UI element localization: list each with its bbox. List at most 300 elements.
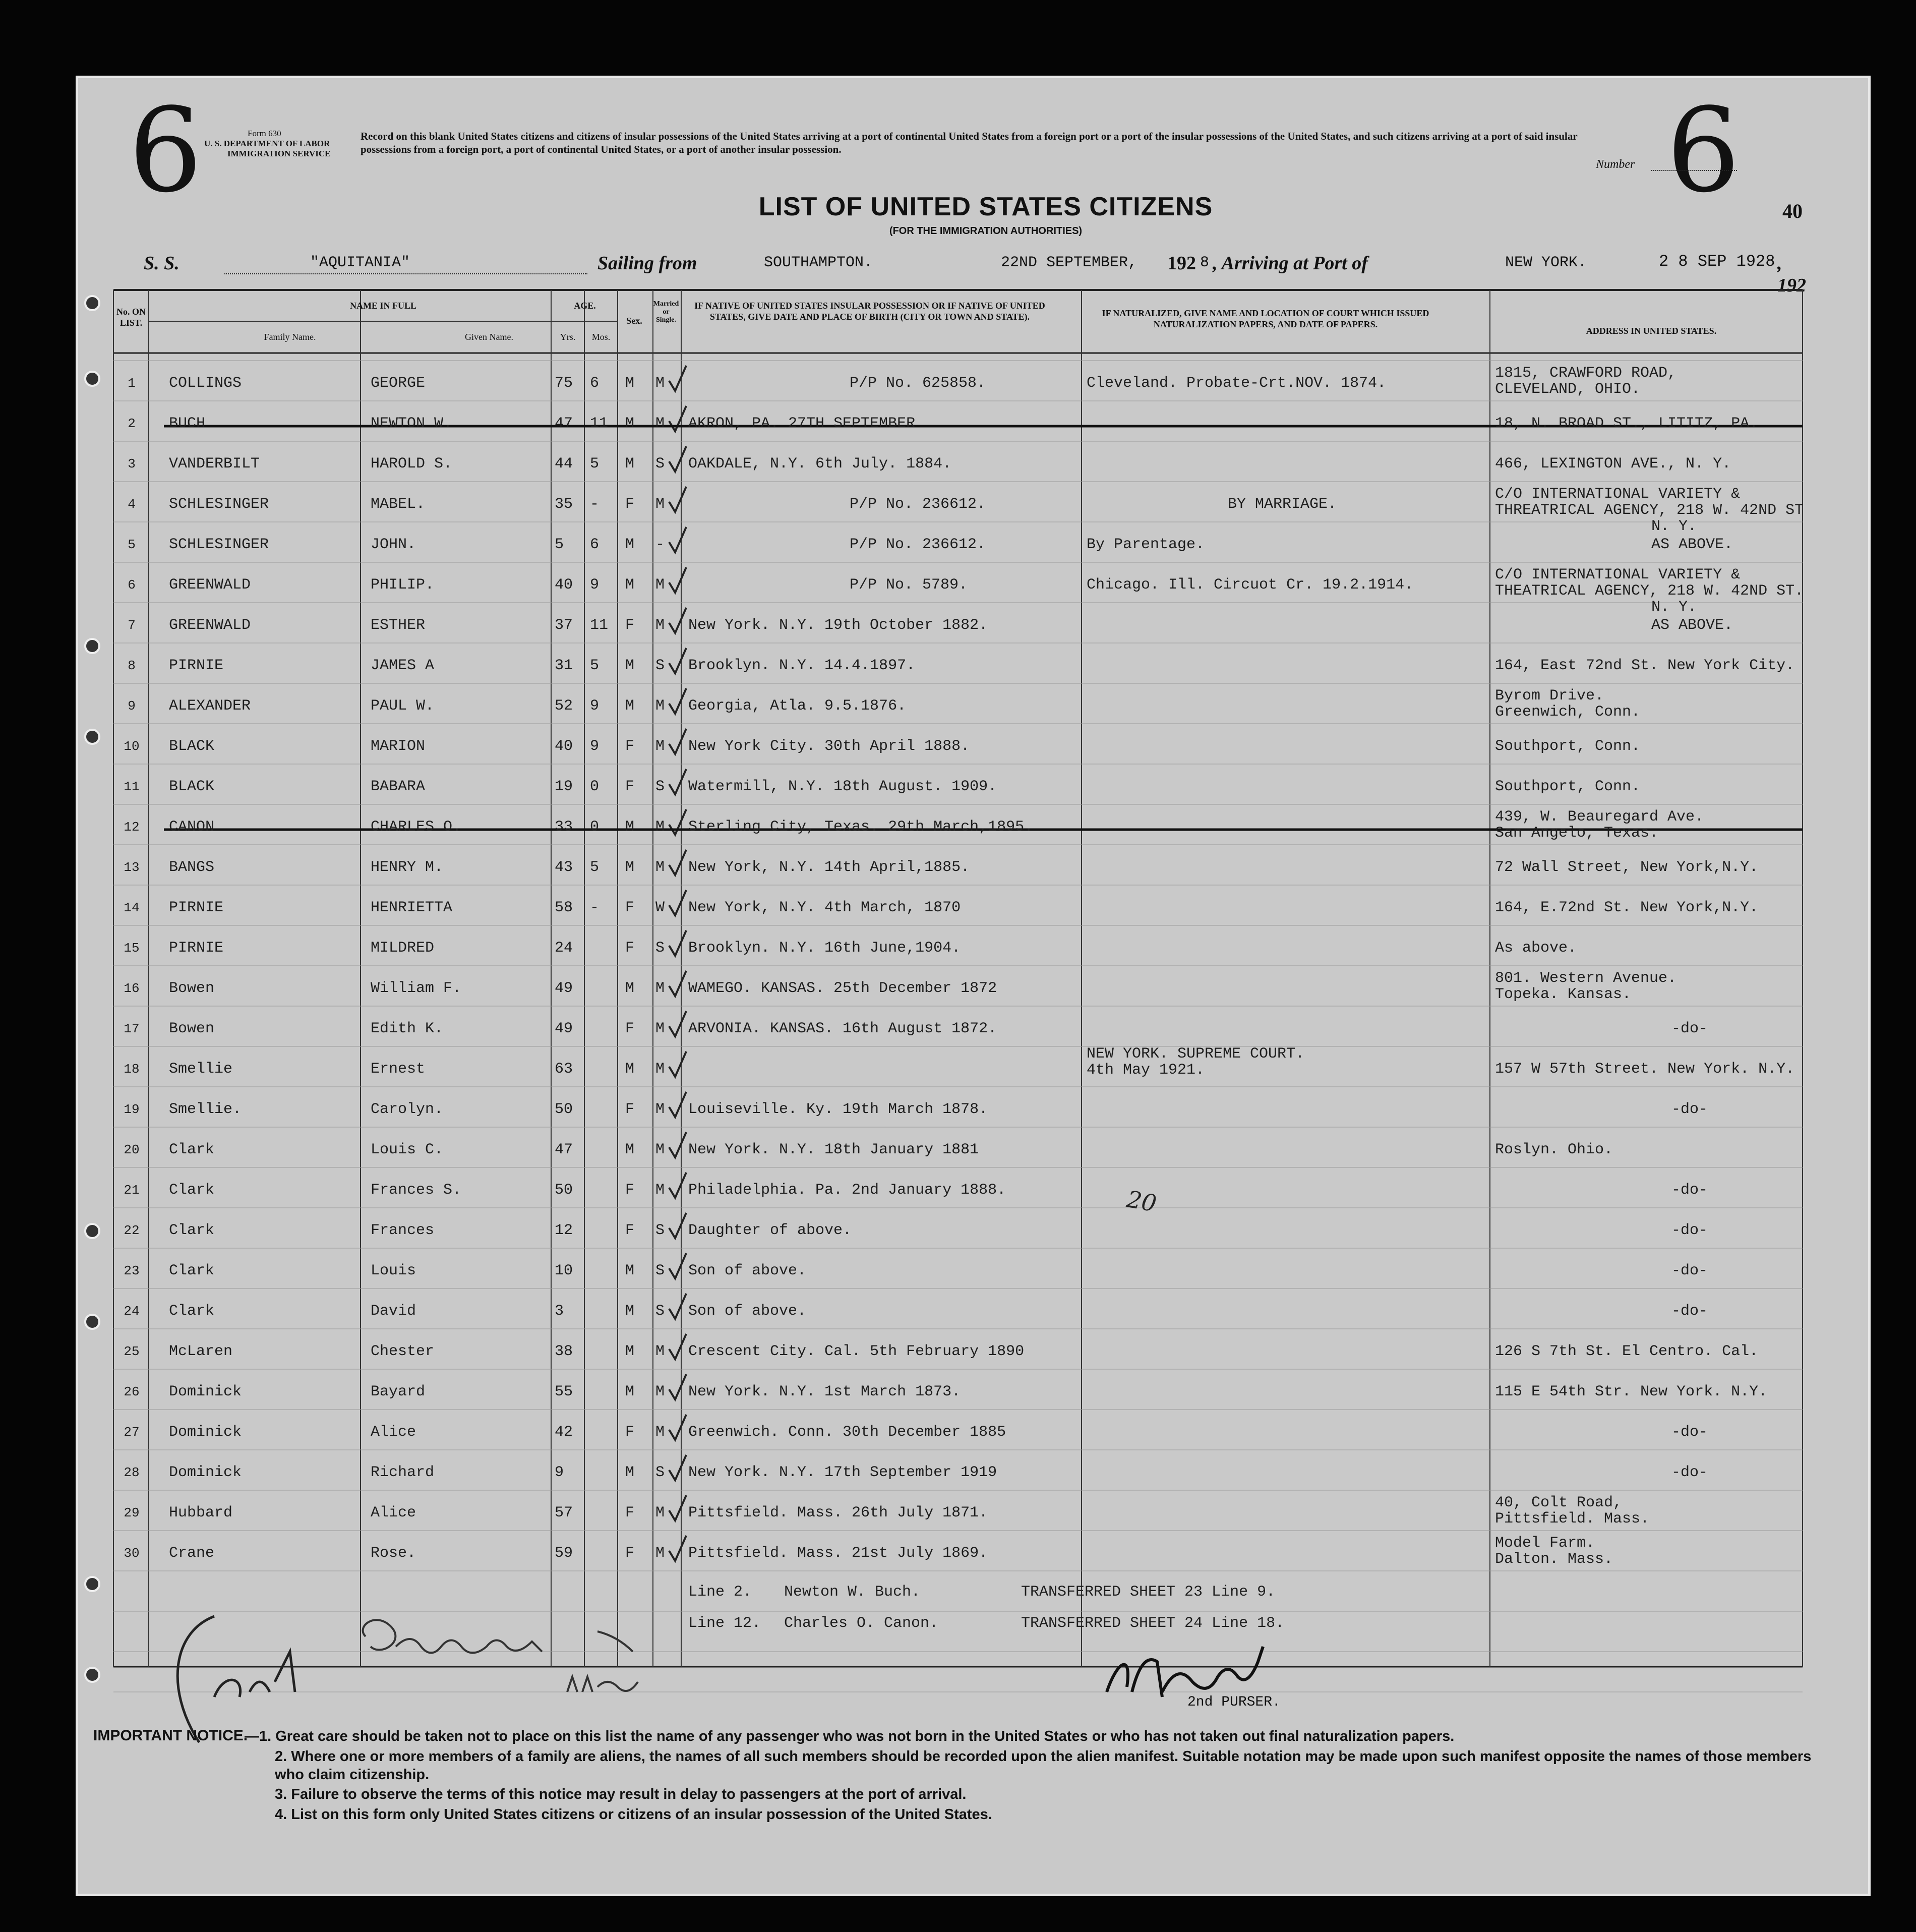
sex: F xyxy=(625,617,635,634)
punch-hole xyxy=(84,1223,100,1239)
given-name: JOHN. xyxy=(371,536,416,553)
birth-place-date: Georgia, Atla. 9.5.1876. xyxy=(688,697,907,715)
col-header-mos: Mos. xyxy=(591,332,611,342)
notice-item: —1. Great care should be taken not to place on this list the name of any passenger who was not born in the United States or who has not taken out final naturalization papers. xyxy=(245,1728,1455,1744)
sex: M xyxy=(625,1343,635,1360)
address-line: -do- xyxy=(1671,1464,1708,1481)
sex: M xyxy=(625,1464,635,1481)
age-years: 49 xyxy=(555,980,573,997)
address-line: 40, Colt Road, xyxy=(1495,1494,1623,1511)
given-name: Rose. xyxy=(371,1545,416,1562)
family-name: McLaren xyxy=(169,1343,233,1360)
age-months: 11 xyxy=(590,617,609,634)
age-months: 6 xyxy=(590,536,600,553)
number-label: Number xyxy=(1596,158,1635,171)
birth-place-date: Brooklyn. N.Y. 14.4.1897. xyxy=(688,657,916,674)
sex: M xyxy=(625,657,635,674)
given-name: Louis C. xyxy=(371,1141,444,1158)
sex: F xyxy=(625,940,635,957)
col-header-given: Given Name. xyxy=(465,332,513,342)
col-header-family: Family Name. xyxy=(264,332,316,342)
age-years: 35 xyxy=(555,496,573,513)
transfer-name: Charles O. Canon. xyxy=(784,1615,939,1632)
address-line: Byrom Drive. xyxy=(1495,687,1604,705)
age-months: 0 xyxy=(590,818,600,836)
family-name: BLACK xyxy=(169,778,215,795)
address-line: -do- xyxy=(1671,1303,1708,1320)
age-months: 5 xyxy=(590,657,600,674)
given-name: JAMES A xyxy=(371,657,435,674)
address-line: -do- xyxy=(1671,1101,1708,1118)
age-years: 9 xyxy=(555,1464,564,1481)
family-name: CANON xyxy=(169,818,215,836)
sex: F xyxy=(625,1222,635,1239)
given-name: Alice xyxy=(371,1504,416,1521)
address-line: 466, LEXINGTON AVE., N. Y. xyxy=(1495,455,1731,473)
birth-place-date: New York City. 30th April 1888. xyxy=(688,738,970,755)
address-line: -do- xyxy=(1671,1020,1708,1037)
check-mark xyxy=(669,1253,686,1278)
ss-label: S. S. xyxy=(144,253,179,274)
check-mark xyxy=(669,1415,686,1440)
row-number: 11 xyxy=(124,779,140,794)
sex: F xyxy=(625,496,635,513)
birth-place-date: P/P No. 625858. xyxy=(850,375,986,392)
naturalization: Cleveland. Probate-Crt.NOV. 1874. xyxy=(1087,375,1387,392)
birth-place-date: Sterling City, Texas. 29th March,1895. xyxy=(688,818,1034,836)
age-years: 19 xyxy=(555,778,573,795)
marital-status: M xyxy=(655,375,665,392)
birth-place-date: Philadelphia. Pa. 2nd January 1888. xyxy=(688,1182,1006,1199)
address-line: THREATRICAL AGENCY, 218 W. 42ND ST xyxy=(1495,502,1804,519)
family-name: Dominick xyxy=(169,1464,242,1481)
age-years: 43 xyxy=(555,859,573,876)
sex: F xyxy=(625,1182,635,1199)
address-line: 157 W 57th Street. New York. N.Y. xyxy=(1495,1061,1795,1078)
check-mark xyxy=(669,1011,686,1036)
punch-hole xyxy=(84,638,100,654)
marital-status: M xyxy=(655,1101,665,1118)
birth-place-date: Greenwich. Conn. 30th December 1885 xyxy=(688,1424,1006,1441)
family-name: VANDERBILT xyxy=(169,455,260,473)
address-line: CLEVELAND, OHIO. xyxy=(1495,381,1641,398)
age-years: 57 xyxy=(555,1504,573,1521)
family-name: PIRNIE xyxy=(169,657,224,674)
check-mark xyxy=(669,688,686,714)
age-years: 55 xyxy=(555,1383,573,1400)
sex: M xyxy=(625,1141,635,1158)
check-mark xyxy=(669,1132,686,1157)
family-name: Hubbard xyxy=(169,1504,233,1521)
row-number: 17 xyxy=(124,1021,140,1036)
port-from: SOUTHAMPTON. xyxy=(764,254,873,271)
check-mark xyxy=(669,1051,686,1077)
marital-status: M xyxy=(655,738,665,755)
sex: M xyxy=(625,455,635,473)
age-years: 47 xyxy=(555,415,573,432)
check-mark xyxy=(669,1495,686,1520)
row-number: 3 xyxy=(128,456,136,472)
family-name: PIRNIE xyxy=(169,899,224,916)
marital-status: S xyxy=(655,455,665,473)
sailing-label: Sailing from xyxy=(597,253,697,274)
sex: F xyxy=(625,899,635,916)
sex: M xyxy=(625,1061,635,1078)
row-number: 18 xyxy=(124,1062,140,1077)
marital-status: M xyxy=(655,697,665,715)
given-name: Carolyn. xyxy=(371,1101,444,1118)
age-years: 44 xyxy=(555,455,573,473)
row-number: 16 xyxy=(124,981,140,996)
birth-place-date: ARVONIA. KANSAS. 16th August 1872. xyxy=(688,1020,997,1037)
age-years: 49 xyxy=(555,1020,573,1037)
row-number: 23 xyxy=(124,1263,140,1278)
purser-title: 2nd PURSER. xyxy=(1187,1694,1281,1710)
address-line: -do- xyxy=(1671,1182,1708,1199)
col-header-birth: IF NATIVE OF UNITED STATES INSULAR POSSESSION OR IF NATIVE OF UNITED STATES, GIVE DATE AND PLACE OF BIRTH (CITY OR TOWN AND STATE). xyxy=(694,301,1045,322)
given-name: Alice xyxy=(371,1424,416,1441)
address-line: As above. xyxy=(1495,940,1577,957)
punch-hole xyxy=(84,371,100,387)
check-mark xyxy=(669,1374,686,1399)
row-number: 20 xyxy=(124,1142,140,1157)
check-mark xyxy=(669,648,686,673)
transfer-line: Line 12. xyxy=(688,1615,761,1632)
given-name: David xyxy=(371,1303,416,1320)
sex: F xyxy=(625,1101,635,1118)
marital-status: M xyxy=(655,415,665,432)
sex: M xyxy=(625,375,635,392)
sex: M xyxy=(625,1262,635,1279)
address-line: Southport, Conn. xyxy=(1495,738,1641,755)
sex: F xyxy=(625,1020,635,1037)
naturalization: Chicago. Ill. Circuot Cr. 19.2.1914. xyxy=(1087,576,1414,594)
marital-status: M xyxy=(655,1182,665,1199)
address-line: Roslyn. Ohio. xyxy=(1495,1141,1613,1158)
address-line: 164, E.72nd St. New York,N.Y. xyxy=(1495,899,1759,916)
punch-hole xyxy=(84,1314,100,1330)
check-mark xyxy=(669,1334,686,1359)
age-years: 50 xyxy=(555,1182,573,1199)
row-number: 25 xyxy=(124,1344,140,1359)
address-line: 164, East 72nd St. New York City. xyxy=(1495,657,1795,674)
marital-status: M xyxy=(655,576,665,594)
row-number: 24 xyxy=(124,1304,140,1319)
row-number: 2 xyxy=(128,416,136,431)
col-header-yrs: Yrs. xyxy=(560,332,576,342)
given-name: MABEL. xyxy=(371,496,426,513)
family-name: BANGS xyxy=(169,859,215,876)
row-number: 19 xyxy=(124,1102,140,1117)
given-name: BABARA xyxy=(371,778,426,795)
age-months: - xyxy=(590,496,600,513)
given-name: Ernest xyxy=(371,1061,426,1078)
col-header-naturalized: IF NATURALIZED, GIVE NAME AND LOCATION OF COURT WHICH ISSUED NATURALIZATION PAPERS, AND DATE OF PAPERS. xyxy=(1102,308,1429,329)
age-years: 75 xyxy=(555,375,573,392)
marital-status: S xyxy=(655,1303,665,1320)
naturalization: BY MARRIAGE. xyxy=(1228,496,1337,513)
family-name: Dominick xyxy=(169,1383,242,1400)
given-name: HENRIETTA xyxy=(371,899,453,916)
row-number: 1 xyxy=(128,376,136,391)
birth-place-date: P/P No. 236612. xyxy=(850,496,986,513)
age-months: 5 xyxy=(590,859,600,876)
sex: F xyxy=(625,738,635,755)
birth-place-date: AKRON, PA. 27TH SEPTEMBER xyxy=(688,415,916,432)
birth-place-date: P/P No. 236612. xyxy=(850,536,986,553)
given-name: PAUL W. xyxy=(371,697,435,715)
sex: M xyxy=(625,818,635,836)
address-line: 801. Western Avenue. xyxy=(1495,970,1677,987)
address-line: C/O INTERNATIONAL VARIETY & xyxy=(1495,566,1741,583)
left-sheet-number: 6 xyxy=(129,84,203,218)
marital-status: M xyxy=(655,1424,665,1441)
address-line: 18, N. BROAD ST., LITITZ, PA. xyxy=(1495,415,1759,432)
sex: F xyxy=(625,1504,635,1521)
birth-place-date: Louiseville. Ky. 19th March 1878. xyxy=(688,1101,988,1118)
arriving-label: , Arriving at Port of xyxy=(1213,253,1368,274)
punch-hole xyxy=(84,295,100,311)
address-line: AS ABOVE. xyxy=(1651,536,1733,553)
transfer-note: TRANSFERRED SHEET 24 Line 18. xyxy=(1021,1615,1285,1632)
sex: F xyxy=(625,1424,635,1441)
address-line: C/O INTERNATIONAL VARIETY & xyxy=(1495,486,1741,503)
notice-label: IMPORTANT NOTICE. xyxy=(93,1727,248,1744)
age-years: 42 xyxy=(555,1424,573,1441)
given-name: William F. xyxy=(371,980,462,997)
row-number: 6 xyxy=(128,577,136,593)
naturalization: 4th May 1921. xyxy=(1087,1062,1205,1079)
given-name: HENRY M. xyxy=(371,859,444,876)
transfer-note: TRANSFERRED SHEET 23 Line 9. xyxy=(1021,1584,1276,1601)
stray-handwritten-number: 20 xyxy=(1124,1185,1159,1217)
sex: M xyxy=(625,536,635,553)
sex: M xyxy=(625,1383,635,1400)
punch-hole xyxy=(84,1667,100,1683)
family-name: Clark xyxy=(169,1303,215,1320)
check-mark xyxy=(669,1455,686,1480)
check-mark xyxy=(669,729,686,754)
marital-status: M xyxy=(655,1545,665,1562)
given-name: Frances S. xyxy=(371,1182,462,1199)
age-months: 5 xyxy=(590,455,600,473)
age-years: 31 xyxy=(555,657,573,674)
birth-place-date: New York. N.Y. 1st March 1873. xyxy=(688,1383,961,1400)
family-name: Clark xyxy=(169,1262,215,1279)
age-years: 5 xyxy=(555,536,564,553)
age-years: 40 xyxy=(555,738,573,755)
row-number: 7 xyxy=(128,618,136,633)
check-mark xyxy=(669,1173,686,1198)
address-line: 72 Wall Street, New York,N.Y. xyxy=(1495,859,1759,876)
service-line: IMMIGRATION SERVICE xyxy=(227,149,331,158)
birth-place-date: New York, N.Y. 14th April,1885. xyxy=(688,859,970,876)
marital-status: S xyxy=(655,1464,665,1481)
marital-status: M xyxy=(655,617,665,634)
intro-text: Record on this blank United States citizens and citizens of insular possessions of the United States arriving at a port of continental United States from a foreign port or a port of the insular possessions of the United States, and such citizens arriving at a port of said insular possessions from a foreign port, a port of continental United States, or a port of another insular possession. xyxy=(361,130,1578,155)
check-mark xyxy=(669,1092,686,1117)
address-line: Pittsfield. Mass. xyxy=(1495,1510,1650,1528)
col-header-no: No. ON LIST. xyxy=(116,307,146,328)
year-prefix: 192 xyxy=(1167,253,1196,274)
row-number: 12 xyxy=(124,819,140,835)
family-name: Bowen xyxy=(169,1020,215,1037)
form-title: LIST OF UNITED STATES CITIZENS xyxy=(758,192,1213,221)
family-name: GREENWALD xyxy=(169,576,251,594)
age-years: 63 xyxy=(555,1061,573,1078)
row-number: 30 xyxy=(124,1546,140,1561)
address-line: Model Farm. xyxy=(1495,1535,1595,1552)
notice-item: 2. Where one or more members of a family are aliens, the names of all such members should be recorded upon the alien manifest. Suitable notation may be made upon such manifest opposite the names of those members who claim citizenship. xyxy=(275,1748,1812,1783)
marital-status: M xyxy=(655,818,665,836)
family-name: ALEXANDER xyxy=(169,697,251,715)
given-name: Chester xyxy=(371,1343,435,1360)
marital-status: S xyxy=(655,778,665,795)
birth-place-date: New York. N.Y. 19th October 1882. xyxy=(688,617,988,634)
age-years: 52 xyxy=(555,697,573,715)
ship-name: "AQUITANIA" xyxy=(310,254,410,271)
family-name: SCHLESINGER xyxy=(169,536,269,553)
address-line: Topeka. Kansas. xyxy=(1495,986,1632,1003)
check-mark xyxy=(669,1536,686,1561)
given-name: MILDRED xyxy=(371,940,435,957)
age-years: 3 xyxy=(555,1303,564,1320)
marital-status: M xyxy=(655,1383,665,1400)
family-name: Smellie xyxy=(169,1061,233,1078)
col-header-married: Married or Single. xyxy=(653,300,679,324)
check-mark xyxy=(669,850,686,875)
check-mark xyxy=(669,446,686,472)
marital-status: M xyxy=(655,859,665,876)
naturalization: By Parentage. xyxy=(1087,536,1205,553)
marital-status: M xyxy=(655,1343,665,1360)
birth-place-date: WAMEGO. KANSAS. 25th December 1872 xyxy=(688,980,997,997)
address-line: -do- xyxy=(1671,1262,1708,1279)
age-years: 24 xyxy=(555,940,573,957)
family-name: Clark xyxy=(169,1141,215,1158)
birth-place-date: Crescent City. Cal. 5th February 1890 xyxy=(688,1343,1025,1360)
right-sheet-number: 6 xyxy=(1666,84,1741,218)
arrival-stamp: 2 8 SEP 1928 xyxy=(1659,252,1775,271)
family-name: Bowen xyxy=(169,980,215,997)
col-header-address: ADDRESS IN UNITED STATES. xyxy=(1586,326,1717,336)
given-name: Richard xyxy=(371,1464,435,1481)
age-years: 38 xyxy=(555,1343,573,1360)
punch-hole xyxy=(84,729,100,745)
given-name: MARION xyxy=(371,738,426,755)
age-months: 9 xyxy=(590,697,600,715)
manifest-sheet xyxy=(76,76,1871,1896)
given-name: ESTHER xyxy=(371,617,426,634)
row-number: 14 xyxy=(124,900,140,915)
form-subtitle: (FOR THE IMMIGRATION AUTHORITIES) xyxy=(889,225,1083,237)
family-name: GREENWALD xyxy=(169,617,251,634)
family-name: BUCH xyxy=(169,415,206,432)
row-number: 5 xyxy=(128,537,136,552)
marital-status: S xyxy=(655,1262,665,1279)
birth-place-date: P/P No. 5789. xyxy=(850,576,968,594)
given-name: Louis xyxy=(371,1262,416,1279)
row-number: 8 xyxy=(128,658,136,673)
age-years: 58 xyxy=(555,899,573,916)
age-years: 59 xyxy=(555,1545,573,1562)
address-line: 115 E 54th Str. New York. N.Y. xyxy=(1495,1383,1768,1400)
sex: M xyxy=(625,697,635,715)
address-line: Dalton. Mass. xyxy=(1495,1551,1613,1568)
address-line: 1815, CRAWFORD ROAD, xyxy=(1495,365,1677,382)
age-years: 47 xyxy=(555,1141,573,1158)
transfer-name: Newton W. Buch. xyxy=(784,1584,921,1601)
check-mark xyxy=(669,608,686,633)
marital-status: W xyxy=(655,899,665,916)
given-name: Edith K. xyxy=(371,1020,444,1037)
marital-status: S xyxy=(655,1222,665,1239)
col-header-sex: Sex. xyxy=(626,316,642,326)
age-years: 10 xyxy=(555,1262,573,1279)
family-name: Smellie. xyxy=(169,1101,242,1118)
age-months: - xyxy=(590,899,600,916)
check-mark xyxy=(669,487,686,512)
sex: M xyxy=(625,1303,635,1320)
check-mark xyxy=(669,1213,686,1238)
check-mark xyxy=(669,567,686,593)
birth-place-date: OAKDALE, N.Y. 6th July. 1884. xyxy=(688,455,952,473)
birth-place-date: Pittsfield. Mass. 26th July 1871. xyxy=(688,1504,988,1521)
given-name: NEWTON W. xyxy=(371,415,453,432)
address-line: N. Y. xyxy=(1651,599,1697,616)
row-number: 10 xyxy=(124,739,140,754)
given-name: GEORGE xyxy=(371,375,426,392)
age-months: 0 xyxy=(590,778,600,795)
sail-date: 22ND SEPTEMBER, xyxy=(1001,254,1137,271)
notice-item: 3. Failure to observe the terms of this notice may result in delay to passengers at the port of arrival. xyxy=(275,1786,967,1802)
family-name: PIRNIE xyxy=(169,940,224,957)
address-line: San Angelo, Texas. xyxy=(1495,825,1659,842)
family-name: Clark xyxy=(169,1182,215,1199)
row-number: 4 xyxy=(128,497,136,512)
sex: M xyxy=(625,576,635,594)
given-name: Frances xyxy=(371,1222,435,1239)
row-number: 26 xyxy=(124,1384,140,1399)
age-months: 6 xyxy=(590,375,600,392)
age-years: 33 xyxy=(555,818,573,836)
birth-place-date: Daughter of above. xyxy=(688,1222,852,1239)
year-digit: 8 xyxy=(1200,254,1210,271)
check-mark xyxy=(669,1294,686,1319)
family-name: Clark xyxy=(169,1222,215,1239)
birth-place-date: Brooklyn. N.Y. 16th June,1904. xyxy=(688,940,961,957)
naturalization: NEW YORK. SUPREME COURT. xyxy=(1087,1045,1305,1063)
row-number: 13 xyxy=(124,860,140,875)
given-name: HAROLD S. xyxy=(371,455,453,473)
transfer-line: Line 2. xyxy=(688,1584,752,1601)
age-years: 12 xyxy=(555,1222,573,1239)
given-name: PHILIP. xyxy=(371,576,435,594)
marital-status: M xyxy=(655,1061,665,1078)
birth-place-date: New York, N.Y. 4th March, 1870 xyxy=(688,899,961,916)
marital-status: M xyxy=(655,1504,665,1521)
check-mark xyxy=(669,971,686,996)
given-name: Bayard xyxy=(371,1383,426,1400)
row-number: 27 xyxy=(124,1425,140,1440)
birth-place-date: Pittsfield. Mass. 21st July 1869. xyxy=(688,1545,988,1562)
address-line: N. Y. xyxy=(1651,518,1697,535)
col-header-name: NAME IN FULL xyxy=(349,301,416,311)
birth-place-date: New York. N.Y. 17th September 1919 xyxy=(688,1464,997,1481)
marital-status: M xyxy=(655,1020,665,1037)
birth-place-date: New York. N.Y. 18th January 1881 xyxy=(688,1141,979,1158)
row-number: 28 xyxy=(124,1465,140,1480)
